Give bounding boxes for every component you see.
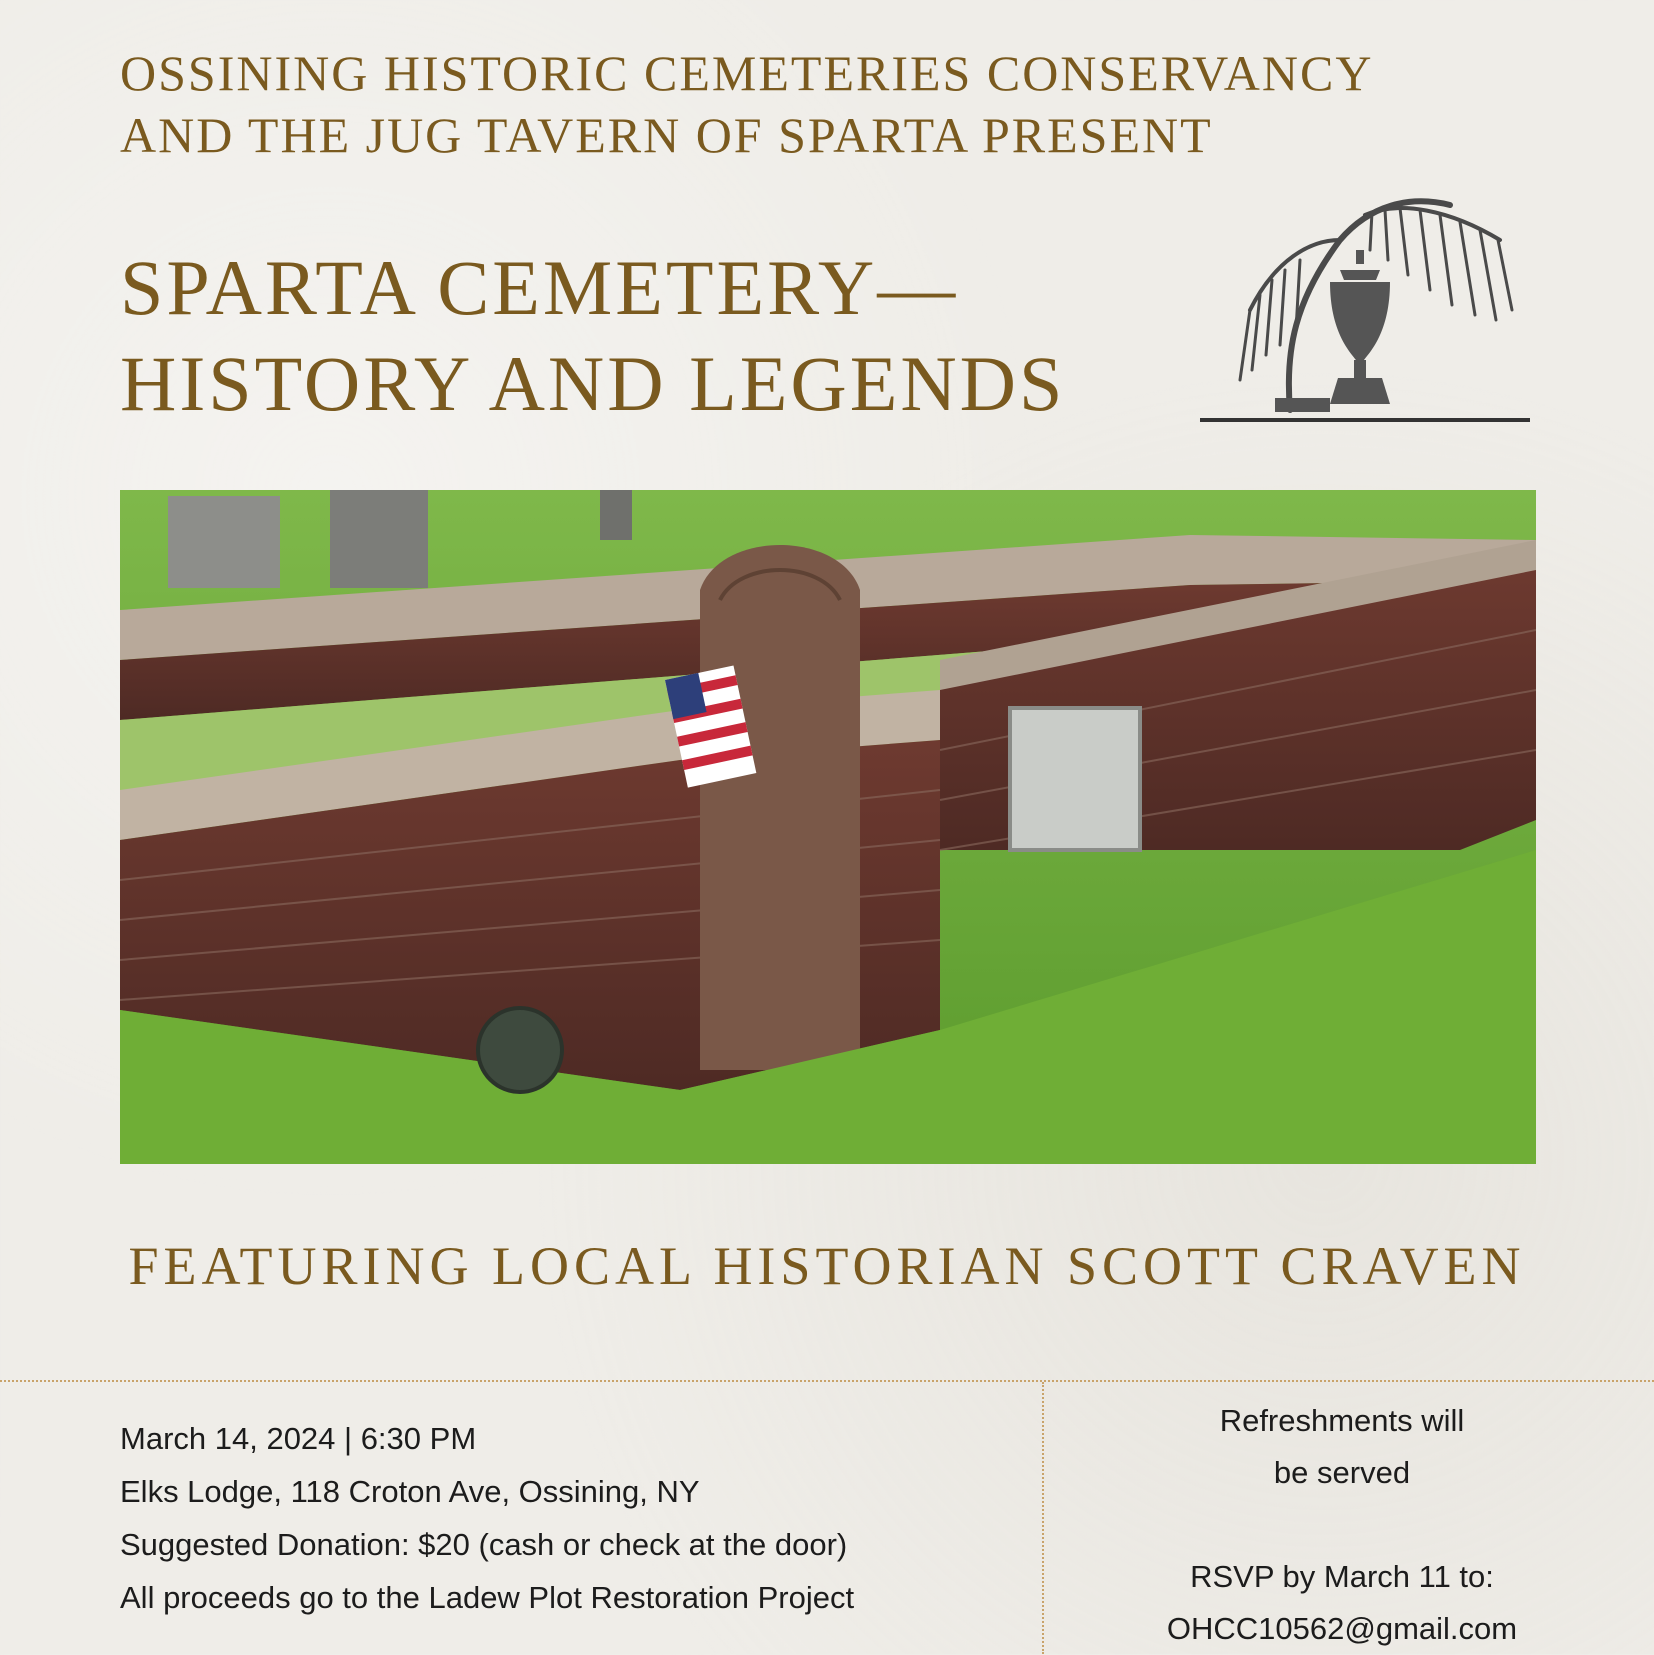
cemetery-photo (120, 490, 1536, 1164)
refreshments-line-1: Refreshments will (1219, 1403, 1465, 1438)
event-donation: Suggested Donation: $20 (cash or check at the door) (120, 1527, 848, 1562)
sidebar-spacer (1062, 1499, 1622, 1551)
refreshments-line-2: be served (1273, 1455, 1411, 1490)
event-details (120, 1412, 1020, 1624)
presenter-heading (120, 42, 1540, 166)
event-title (120, 240, 1180, 432)
event-proceeds: All proceeds go to the Ladew Plot Restoration Project (120, 1580, 855, 1615)
vertical-divider (1042, 1382, 1044, 1654)
event-location: Elks Lodge, 118 Croton Ave, Ossining, NY (120, 1474, 700, 1509)
presenter-line-1: OSSINING HISTORIC CEMETERIES CONSERVANCY (120, 45, 1374, 101)
event-title-line-2: HISTORY AND LEGENDS (120, 340, 1066, 427)
event-sidebar (1062, 1395, 1622, 1655)
rsvp-text: RSVP by March 11 to: (1190, 1559, 1494, 1594)
presenter-line-2: AND THE JUG TAVERN OF SPARTA PRESENT (120, 107, 1213, 163)
horizontal-divider (0, 1380, 1654, 1382)
willow-and-urn-icon (1200, 180, 1530, 440)
rsvp-email[interactable]: OHCC10562@gmail.com (1166, 1611, 1518, 1646)
featured-speaker: FEATURING LOCAL HISTORIAN SCOTT CRAVEN (128, 1236, 1526, 1296)
event-datetime: March 14, 2024 | 6:30 PM (120, 1421, 477, 1456)
event-title-line-1: SPARTA CEMETERY— (120, 244, 959, 331)
